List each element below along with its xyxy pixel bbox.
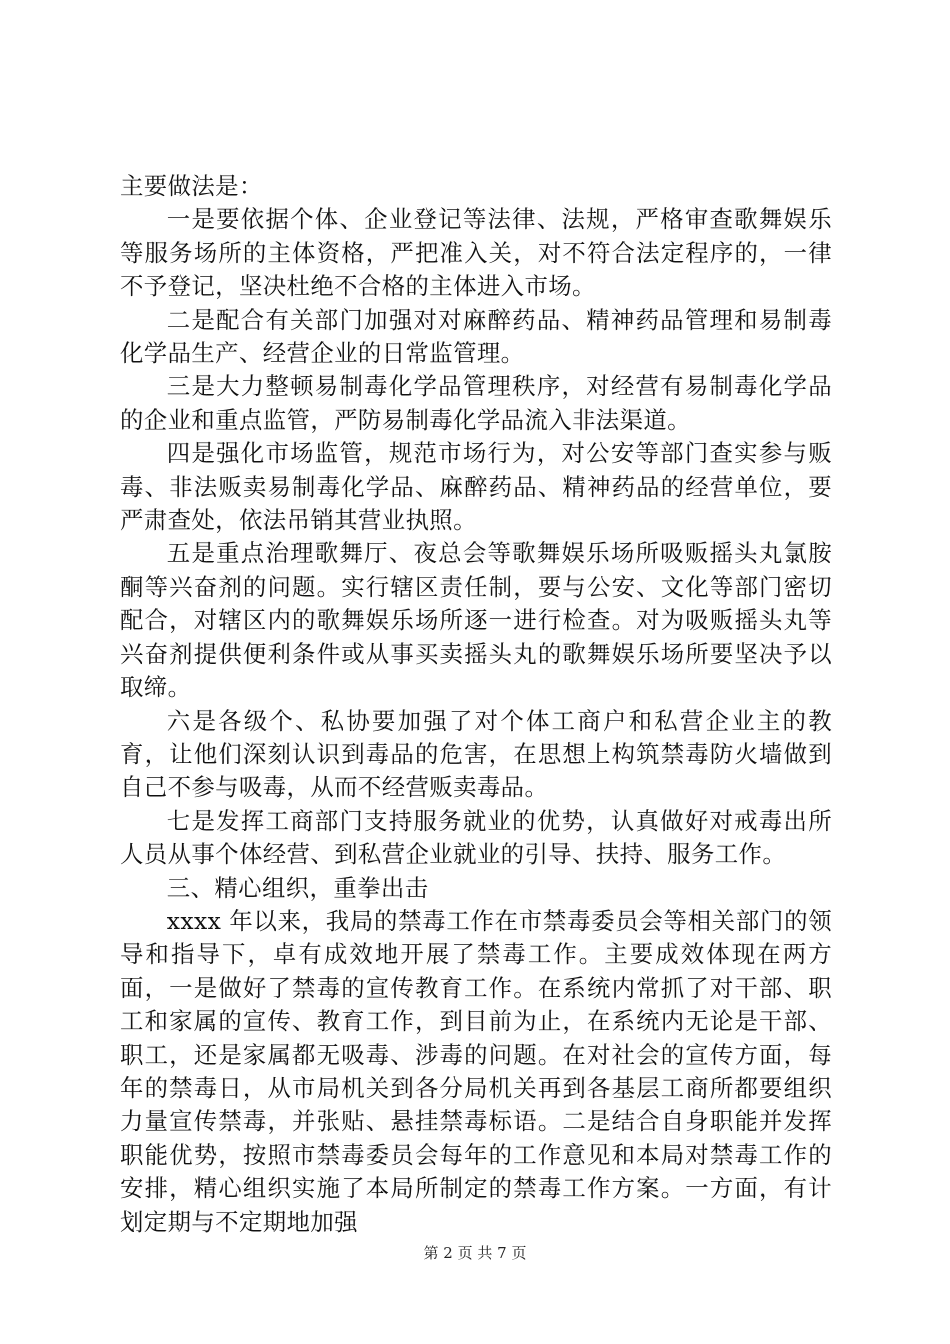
- paragraph-3: 二是配合有关部门加强对对麻醉药品、精神药品管理和易制毒化学品生产、经营企业的日常监管理。: [120, 305, 832, 368]
- section-heading: 三、精心组织，重拳出击: [166, 873, 429, 902]
- paragraph-4: 三是大力整顿易制毒化学品管理秩序，对经营有易制毒化学品的企业和重点监管，严防易制毒化学品流入非法渠道。: [120, 372, 832, 434]
- paragraph-7: 六是各级个、私协要加强了对个体工商户和私营企业主的教育，让他们深刻认识到毒品的危害，在思想上构筑禁毒防火墙做到自己不参与吸毒，从而不经营贩卖毒品。: [120, 706, 832, 802]
- paragraph-1: 主要做法是：: [120, 172, 263, 200]
- document-body: [120, 170, 832, 1239]
- paragraph-10: xxxx 年以来，我局的禁毒工作在市禁毒委员会等相关部门的领导和指导下，卓有成效地开展了禁毒工作。主要成效体现在两方面，一是做好了禁毒的宣传教育工作。在系统内常抓了对干部、职工和家属的宣传、教育工作，到目前为止，在系统内无论是干部、职工，还是家属都无吸毒、涉毒的问题。在对社会的宣传方面，每年的禁毒日，从市局机关到各分局机关再到各基层工商所都要组织力量宣传禁毒，并张贴、悬挂禁毒标语。二是结合自身职能并发挥职能优势，按照市禁毒委员会每年的工作意见和本局对禁毒工作的安排，精心组织实施了本局所制定的禁毒工作方案。一方面，有计划定期与不定期地加强: [120, 906, 832, 1236]
- paragraph-6: 五是重点治理歌舞厅、夜总会等歌舞娱乐场所吸贩摇头丸氯胺酮等兴奋剂的问题。实行辖区责任制，要与公安、文化等部门密切配合，对辖区内的歌舞娱乐场所逐一进行检查。对为吸贩摇头丸等兴奋剂提供便利条件或从事买卖摇头丸的歌舞娱乐场所要坚决予以取缔。: [120, 539, 832, 702]
- page-number-footer: 第 2 页 共 7 页: [423, 1244, 527, 1262]
- paragraph-8: 七是发挥工商部门支持服务就业的优势，认真做好对戒毒出所人员从事个体经营、到私营企业就业的引导、扶持、服务工作。: [120, 806, 832, 869]
- paragraph-5: 四是强化市场监管，规范市场行为，对公安等部门查实参与贩毒、非法贩卖易制毒化学品、麻醉药品、精神药品的经营单位，要严肃查处，依法吊销其营业执照。: [120, 439, 832, 535]
- paragraph-2: 一是要依据个体、企业登记等法律、法规，严格审查歌舞娱乐等服务场所的主体资格，严把准入关，对不符合法定程序的，一律不予登记，坚决杜绝不合格的主体进入市场。: [120, 205, 832, 301]
